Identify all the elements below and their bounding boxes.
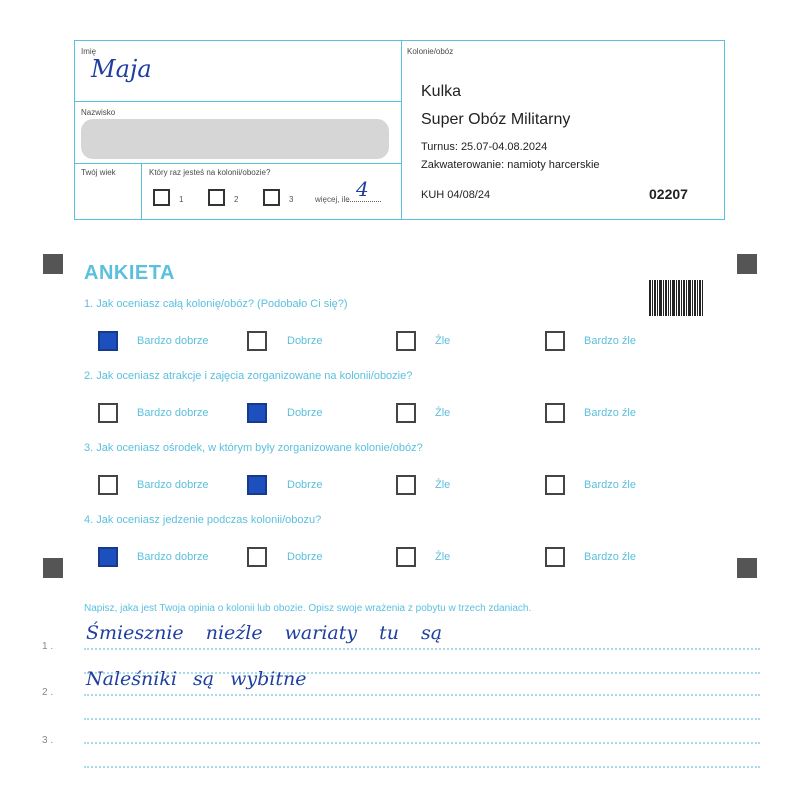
wiecej-label: więcej, ile [315,195,350,204]
zakwaterowanie: Zakwaterowanie: namioty harcerskie [421,159,600,171]
question-4-option-label: Dobrze [287,551,323,563]
question-4-option-label: Bardzo źle [584,551,636,563]
question-3-checkbox-1[interactable] [98,475,118,495]
wiecej-line [347,201,381,202]
question-1-option-label: Dobrze [287,335,323,347]
opinion-line-number: 3 . [42,735,54,746]
imie-label: Imię [81,47,97,56]
ktory-raz-label: Który raz jesteś na kolonii/obozie? [149,168,271,177]
barcode-icon [649,280,703,316]
question-1-option-label: Bardzo dobrze [137,335,209,347]
question-3-option-label: Bardzo źle [584,479,636,491]
question-4-checkbox-2[interactable] [247,547,267,567]
camp-code: KUH 04/08/24 [421,189,491,201]
visit-count-checkbox-3[interactable] [263,189,280,206]
opinion-answer-2[interactable]: Naleśniki są wybitne [86,668,307,690]
opinion-dotted-line [84,648,760,650]
visit-count-option-2: 2 [234,195,239,204]
question-2-checkbox-2[interactable] [247,403,267,423]
question-4: 4. Jak oceniasz jedzenie podczas kolonii/obozu? [84,514,322,526]
wiek-label: Twój wiek [81,168,116,177]
camp-title: Super Obóz Militarny [421,111,571,128]
question-3-checkbox-4[interactable] [545,475,565,495]
question-2-option-label: Źle [435,407,451,419]
form-number: 02207 [649,186,688,202]
opinion-line-number: 1 . [42,641,54,652]
imie-value[interactable]: Maja [91,55,152,83]
divider [75,163,401,164]
question-3-option-label: Bardzo dobrze [137,479,209,491]
registration-marker [43,254,63,274]
question-1-checkbox-2[interactable] [247,331,267,351]
question-3-option-label: Dobrze [287,479,323,491]
question-2-checkbox-3[interactable] [396,403,416,423]
question-1-option-label: Bardzo źle [584,335,636,347]
question-1: 1. Jak oceniasz całą kolonię/obóz? (Podobało Ci się?) [84,298,348,310]
opinion-dotted-line [84,718,760,720]
question-4-checkbox-1[interactable] [98,547,118,567]
divider [141,163,142,219]
question-1-option-label: Źle [435,335,451,347]
question-1-checkbox-1[interactable] [98,331,118,351]
opinion-prompt: Napisz, jaka jest Twoja opinia o kolonii lub obozie. Opisz swoje wrażenia z pobytu w trzech zdaniach. [84,603,532,614]
question-2-option-label: Bardzo źle [584,407,636,419]
question-2-checkbox-4[interactable] [545,403,565,423]
personal-info-section [75,41,402,219]
opinion-line-number: 2 . [42,687,54,698]
visit-count-option-1: 1 [179,195,184,204]
question-4-checkbox-4[interactable] [545,547,565,567]
survey-title: ANKIETA [84,262,175,284]
visit-count-checkbox-1[interactable] [153,189,170,206]
camp-header-box [74,40,725,220]
question-3-checkbox-2[interactable] [247,475,267,495]
question-1-checkbox-3[interactable] [396,331,416,351]
registration-marker [737,558,757,578]
question-2-option-label: Bardzo dobrze [137,407,209,419]
question-4-option-label: Bardzo dobrze [137,551,209,563]
nazwisko-redacted-field [81,119,389,159]
question-2-checkbox-1[interactable] [98,403,118,423]
question-4-checkbox-3[interactable] [396,547,416,567]
question-3-option-label: Źle [435,479,451,491]
question-3-checkbox-3[interactable] [396,475,416,495]
question-1-checkbox-4[interactable] [545,331,565,351]
opinion-dotted-line [84,742,760,744]
registration-marker [737,254,757,274]
divider [75,101,401,102]
question-3: 3. Jak oceniasz ośrodek, w którym były zorganizowane kolonie/obóz? [84,442,423,454]
nazwisko-label: Nazwisko [81,108,116,117]
question-4-option-label: Źle [435,551,451,563]
opinion-answer-1[interactable]: Śmiesznie nieźle wariaty tu są [86,622,443,644]
opinion-dotted-line [84,694,760,696]
question-2: 2. Jak oceniasz atrakcje i zajęcia zorganizowane na kolonii/obozie? [84,370,413,382]
camp-name: Kulka [421,83,462,100]
wiecej-value[interactable]: 4 [356,177,369,201]
visit-count-checkbox-2[interactable] [208,189,225,206]
opinion-dotted-line [84,766,760,768]
visit-count-option-3: 3 [289,195,294,204]
kolonie-label: Kolonie/obóz [407,47,454,56]
turnus: Turnus: 25.07-04.08.2024 [421,141,548,153]
registration-marker [43,558,63,578]
question-2-option-label: Dobrze [287,407,323,419]
